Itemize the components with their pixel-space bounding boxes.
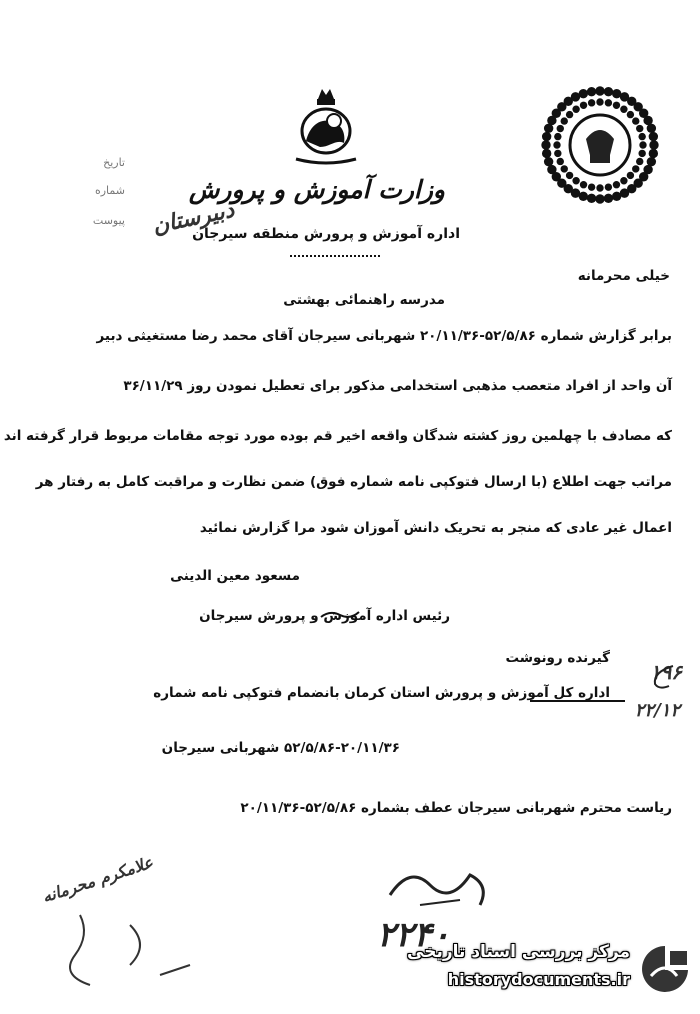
bottom-center-scribble xyxy=(380,855,500,915)
attachment-label: پیوست xyxy=(92,214,125,227)
watermark xyxy=(392,934,692,1004)
handwritten-bottom-left: علامکرم محرمانه xyxy=(39,852,156,907)
body-line-1: برابر گزارش شماره ۵۲/۵/۸۶-۲۰/۱۱/۳۶ شهربانی سیرجان آقای محمد رضا مستغیثی دبیر xyxy=(96,328,672,344)
recipients-heading: گیرنده رونوشت xyxy=(505,650,610,666)
body-line-3: که مصادف با چهلمین روز کشته شدگان واقعه اخیر قم بوده مورد توجه مقامات مربوط قرار گرفته اند xyxy=(3,428,672,444)
watermark-url: historydocuments.ir xyxy=(447,970,630,989)
handwritten-bottom-center: ۲۲۴۰ xyxy=(376,915,450,955)
number-label: شماره xyxy=(94,184,125,197)
handwritten-header-note: دبیرستان xyxy=(150,196,237,240)
margin-tick xyxy=(645,662,685,692)
department-line: اداره آموزش و پرورش منطقه سیرجان xyxy=(192,226,460,242)
recipient-line-2: ۵۲/۵/۸۶-۲۰/۱۱/۳۶ شهربانی سیرجان xyxy=(161,740,400,756)
recipient-line-3: ریاست محترم شهربانی سیرجان عطف بشماره ۵۲/۵/۸۶-۲۰/۱۱/۳۶ xyxy=(240,800,672,816)
school-line: مدرسه راهنمائی بهشتی xyxy=(283,292,445,308)
ministry-heading: وزارت آموزش و پرورش xyxy=(188,175,445,204)
signature-stroke xyxy=(320,604,360,614)
date-label: تاریخ xyxy=(103,156,125,169)
header-divider xyxy=(290,255,380,257)
lion-and-sun-emblem xyxy=(290,85,362,170)
handwritten-margin-note-2: ۲۲/۱۲ xyxy=(634,700,680,721)
recipient-line-1: اداره کل آموزش و پرورش استان کرمان بانضمام فتوکپی نامه شماره xyxy=(153,685,610,701)
body-line-5: اعمال غیر عادی که منجر به تحریک دانش آموزان شود مرا گزارش نمائید xyxy=(199,520,672,536)
watermark-name: مرکز بررسی اسناد تاریخی xyxy=(407,942,630,962)
signatory-title: رئیس اداره آموزش و پرورش سیرجان xyxy=(199,608,450,624)
watermark-logo-icon xyxy=(637,942,692,997)
body-line-4: مراتب جهت اطلاع (با ارسال فتوکپی نامه شماره فوق) ضمن نظارت و مراقبت کامل به رفتار هر xyxy=(35,474,672,490)
classification-label: خیلی محرمانه xyxy=(577,268,670,284)
body-line-2: آن واحد از افراد متعصب مذهبی استخدامی مذکور برای تعطیل نمودن روز ۳۶/۱۱/۲۹ xyxy=(123,378,672,394)
circular-seal xyxy=(540,85,660,205)
signatory-name: مسعود معین الدینی xyxy=(170,568,300,584)
handwritten-margin-note: ۱۹۶ xyxy=(649,660,682,684)
bottom-left-scribble xyxy=(60,905,200,995)
